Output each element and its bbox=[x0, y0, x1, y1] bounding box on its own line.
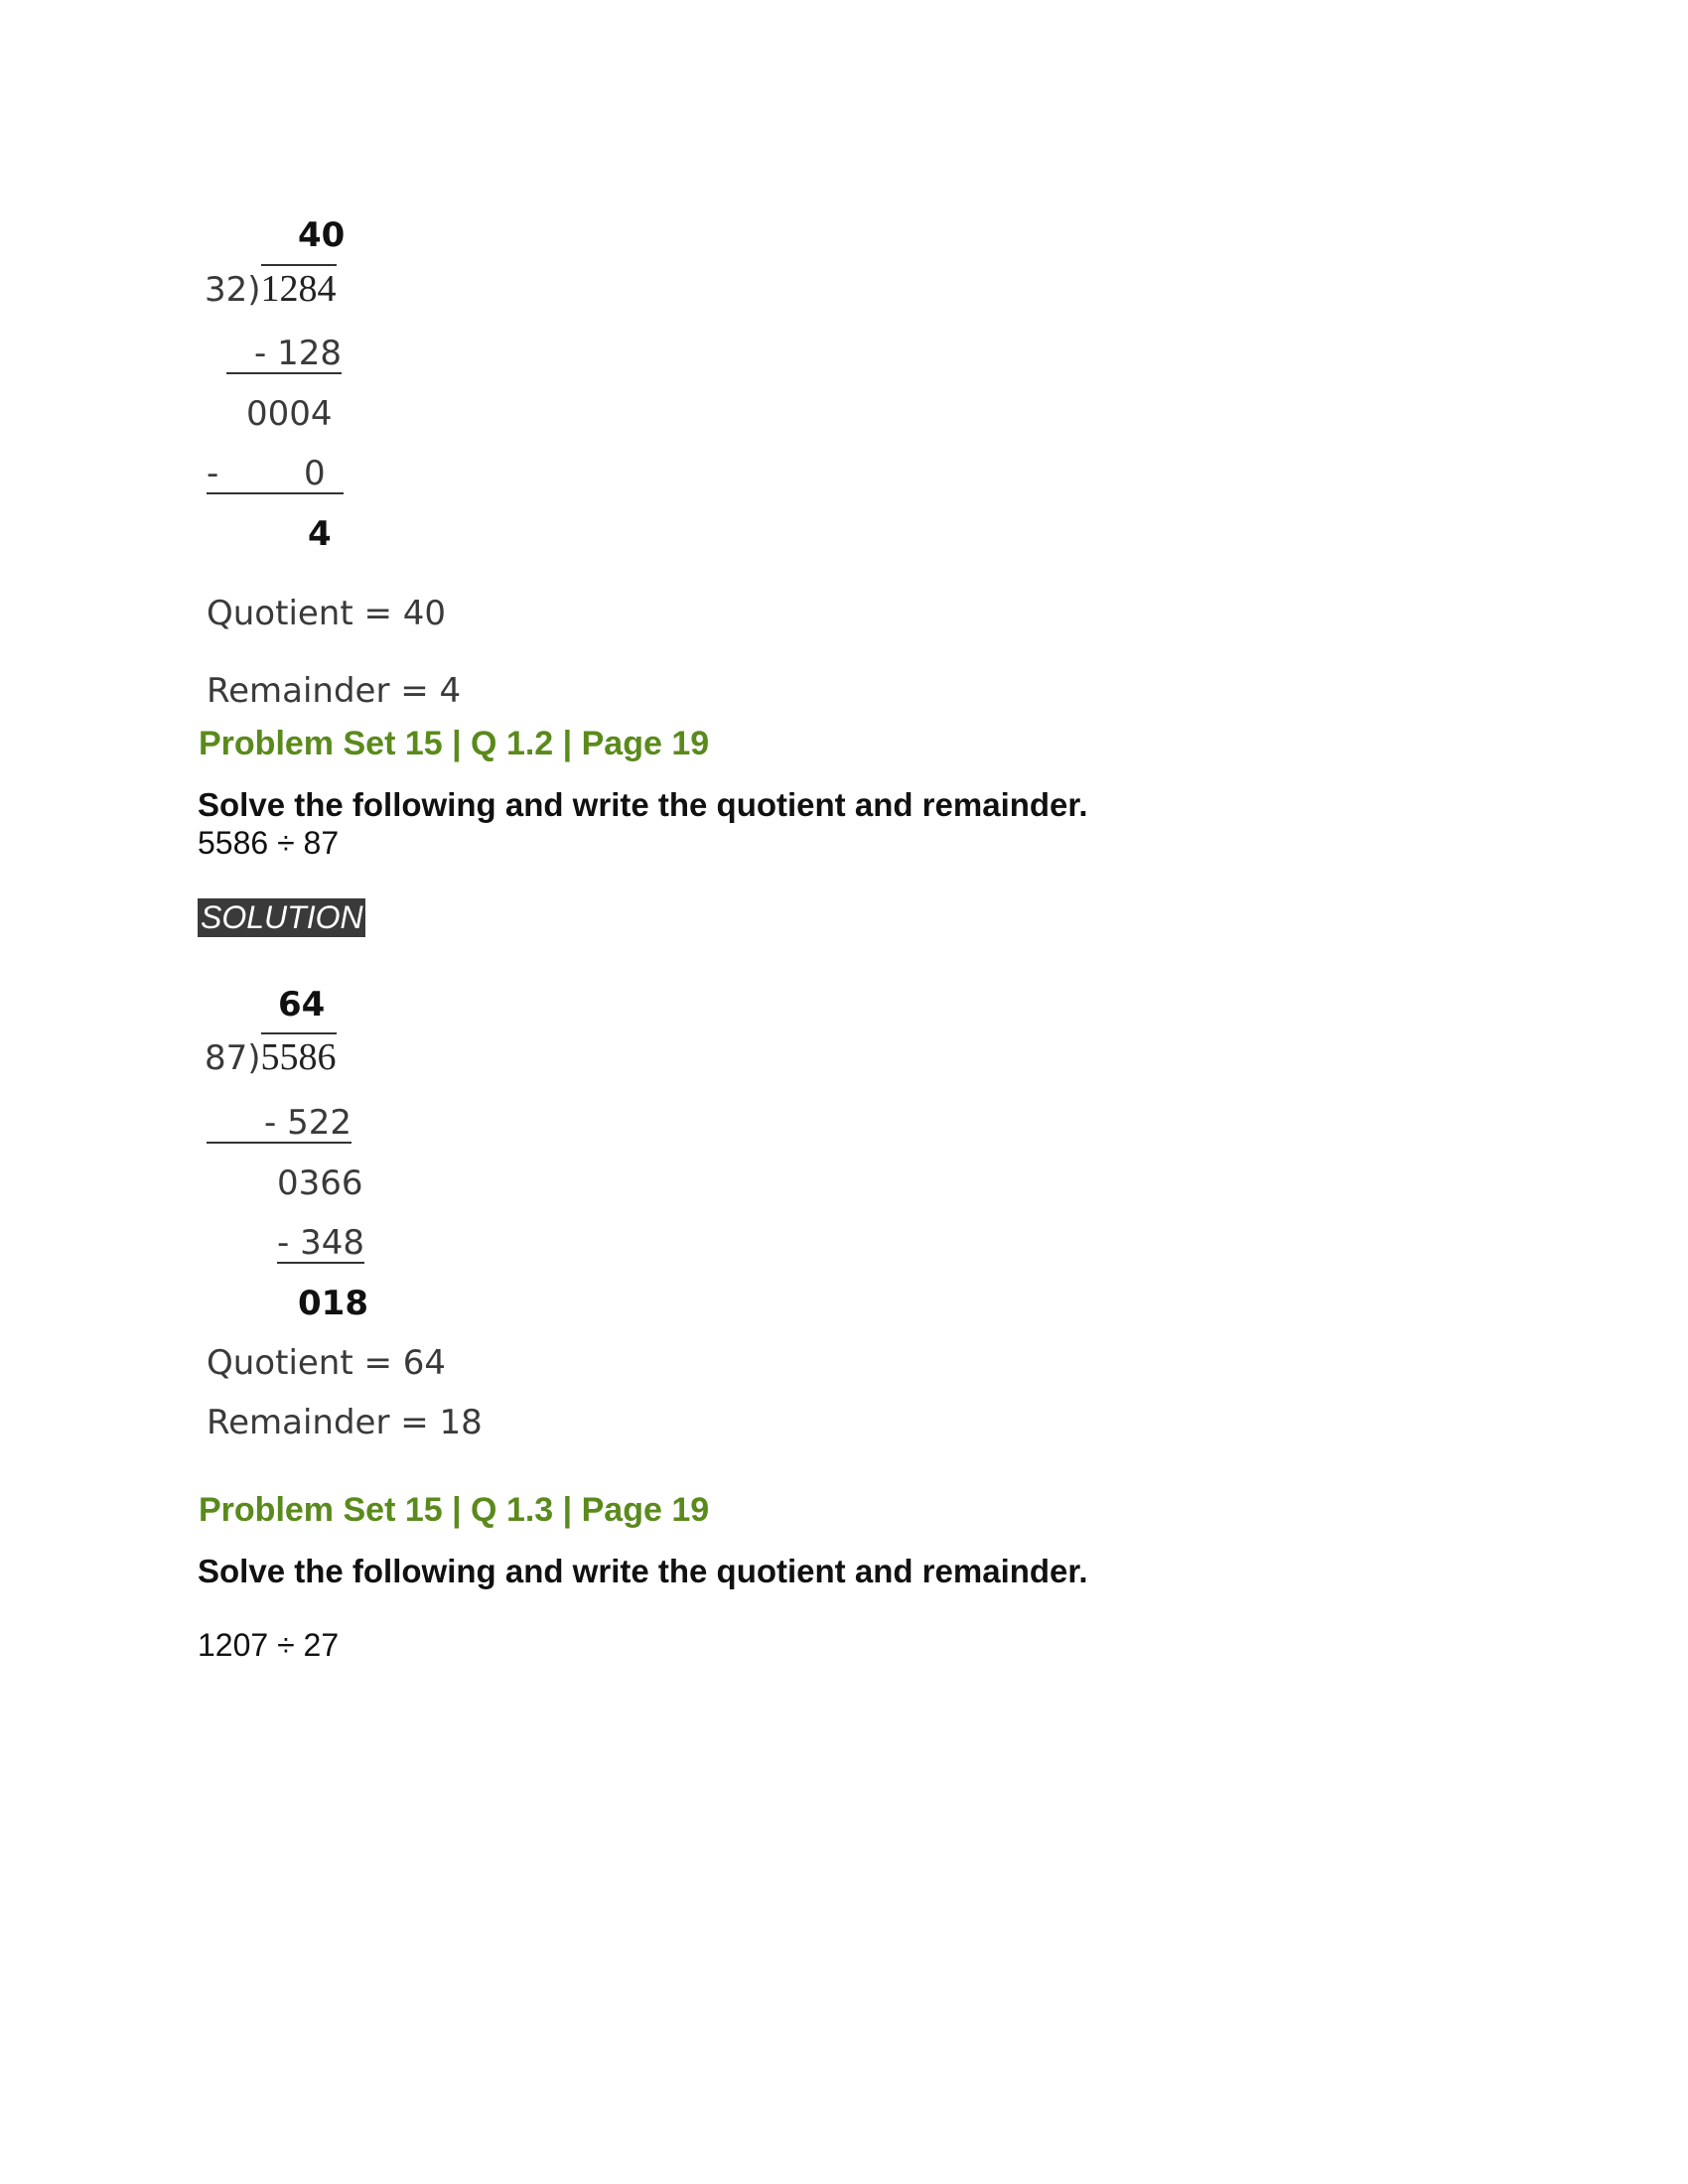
division-2-divisor: 87) bbox=[205, 1038, 261, 1078]
division-2-quotient: 64 bbox=[278, 985, 326, 1024]
division-1-divisor: 32) bbox=[205, 270, 261, 310]
problem-3-question: Solve the following and write the quotient and remainder. bbox=[198, 1553, 1088, 1589]
division-1-step-2 bbox=[207, 454, 344, 494]
division-1-step-1: - 128 bbox=[226, 337, 342, 374]
problem-2-question: Solve the following and write the quotient and remainder. bbox=[198, 786, 1088, 823]
division-1-bracket bbox=[205, 270, 337, 308]
result-2-quotient: Quotient = 64 bbox=[207, 1343, 447, 1383]
division-2-step-1: - 522 bbox=[207, 1106, 352, 1144]
problem-3-heading: Problem Set 15 | Q 1.3 | Page 19 bbox=[199, 1491, 710, 1529]
division-1-remainder-row: 0004 bbox=[246, 394, 333, 434]
division-2-dividend: 5586 bbox=[261, 1032, 337, 1078]
problem-3-expression: 1207 ÷ 27 bbox=[198, 1627, 340, 1663]
division-2-bracket bbox=[205, 1038, 337, 1076]
result-1-remainder: Remainder = 4 bbox=[207, 671, 462, 711]
division-2-final-remainder: 018 bbox=[298, 1284, 368, 1323]
division-1-final-remainder: 4 bbox=[308, 514, 332, 554]
division-1-step-2-value: 0 bbox=[304, 454, 326, 493]
division-2-step-2: - 348 bbox=[277, 1223, 364, 1263]
problem-2-heading: Problem Set 15 | Q 1.2 | Page 19 bbox=[199, 725, 710, 762]
division-2-remainder-row: 0366 bbox=[277, 1163, 363, 1203]
division-1-dividend: 1284 bbox=[261, 264, 337, 310]
problem-2-expression: 5586 ÷ 87 bbox=[198, 825, 340, 861]
division-1-quotient: 40 bbox=[298, 215, 346, 255]
solution-badge: SOLUTION bbox=[198, 898, 365, 937]
result-2-remainder: Remainder = 18 bbox=[207, 1403, 483, 1442]
division-1-step-2-minus: - bbox=[207, 454, 219, 493]
result-1-quotient: Quotient = 40 bbox=[207, 594, 447, 633]
